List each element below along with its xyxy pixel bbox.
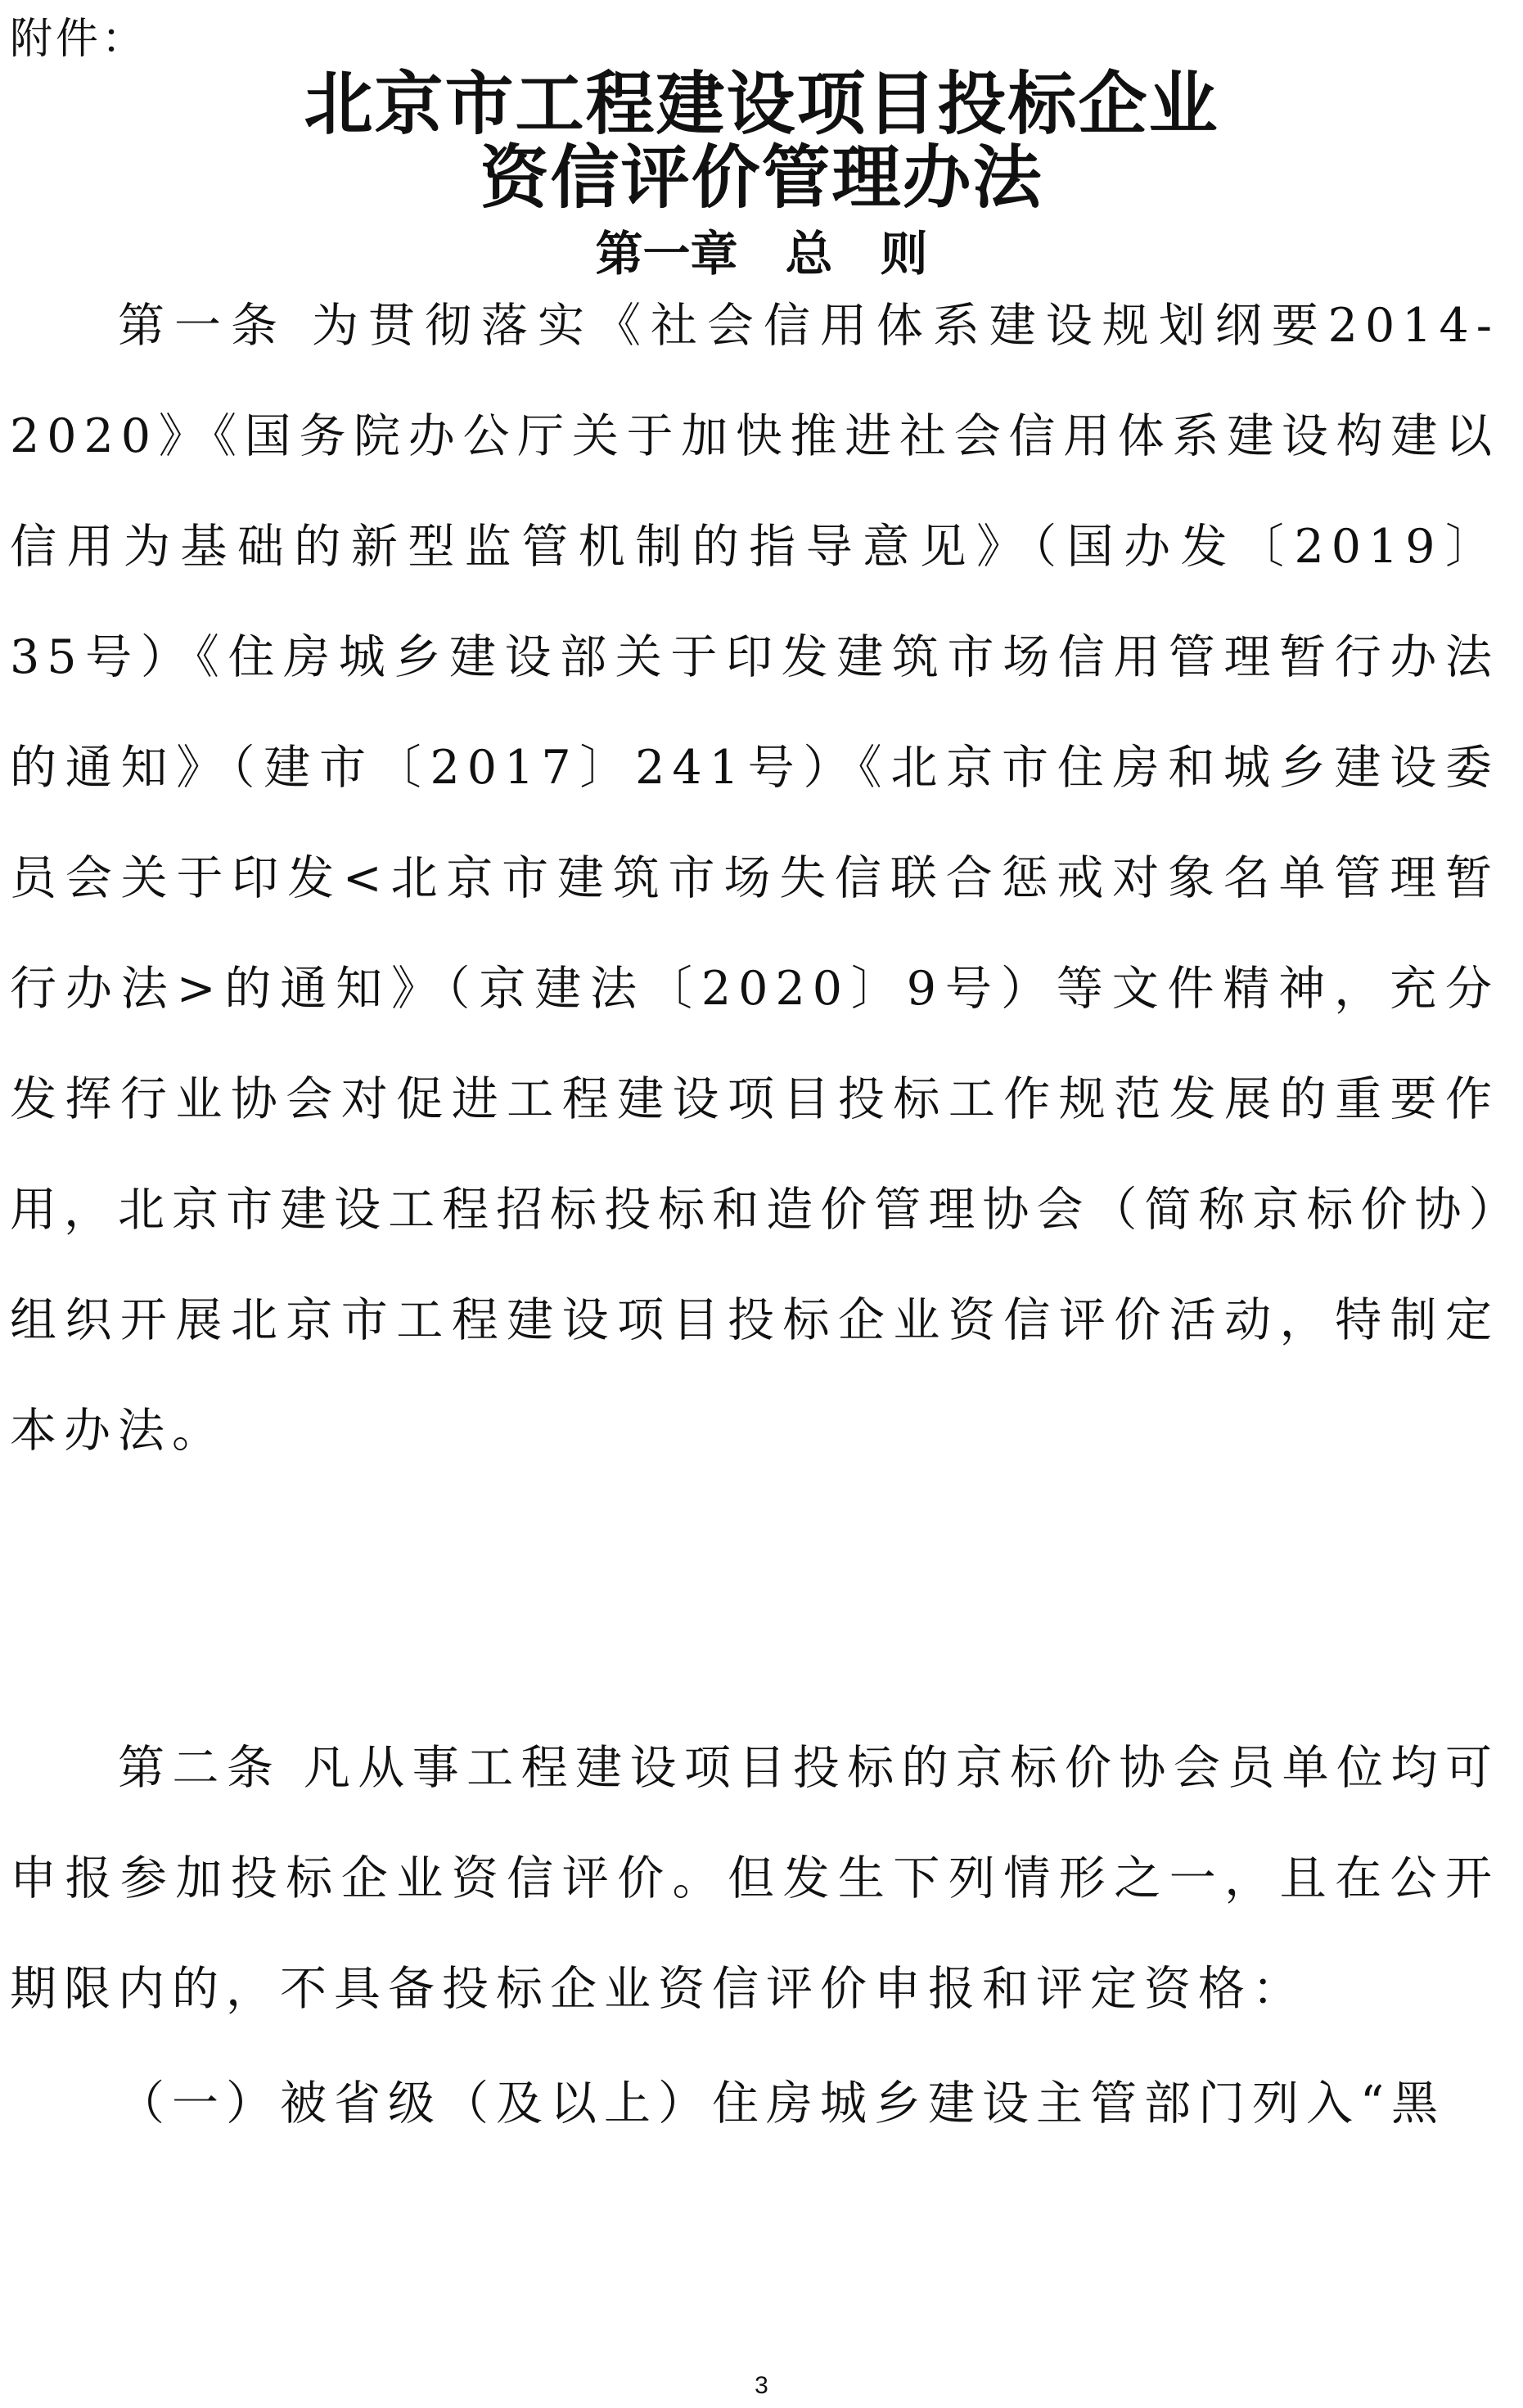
chapter-heading: 第一章 总 则 — [595, 226, 928, 282]
attachment-label: 附件： — [10, 15, 148, 64]
page-number: 3 — [755, 2372, 768, 2399]
document-title-line-1: 北京市工程建设项目投标企业 — [304, 64, 1219, 144]
article-2: 第二条 凡从事工程建设项目投标的京标价协会员单位均可申报参加投标企业资信评价。但发生下列情形之一，且在公开期限内的，不具备投标企业资信评价申报和评定资格： — [10, 1741, 1499, 2016]
article-2-item-1: （一）被省级（及以上）住房城乡建设主管部门列入“黑 — [118, 2077, 1446, 2131]
article-1: 第一条 为贯彻落实《社会信用体系建设规划纲要2014-2020》《国务院办公厅关于加快推进社会信用体系建设构建以信用为基础的新型监管机制的指导意见》（国办发〔2019〕35号）《住房城乡建设部关于印发建筑市场信用管理暂行办法的通知》（建市〔2017〕241号）《北京市住房和城乡建设委员会关于印发<北京市建筑市场失信联合惩戒对象名单管理暂行办法>的通知》（京建法〔2020〕9号）等文件精神，充分发挥行业协会对促进工程建设项目投标工作规范发展的重要作用，北京市建设工程招标投标和造价管理协会（简称京标价协）组织开展北京市工程建设项目投标企业资信评价活动，特制定本办法。 — [10, 299, 1499, 1458]
document-title-line-2: 资信评价管理办法 — [480, 138, 1043, 218]
